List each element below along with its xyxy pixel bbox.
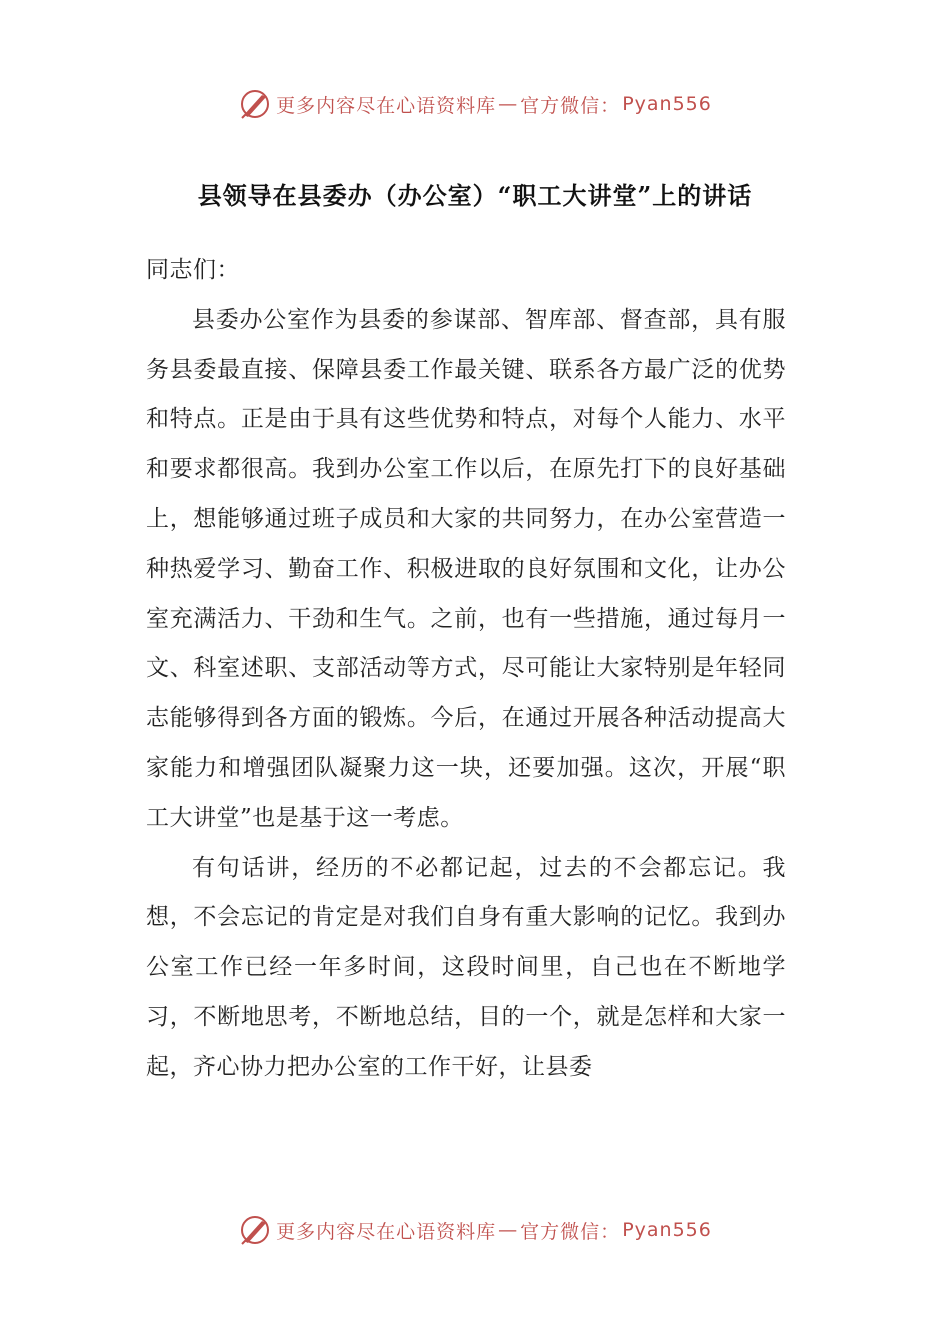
document-title: 县领导在县委办（办公室）“职工大讲堂”上的讲话 xyxy=(197,181,753,210)
document-body xyxy=(146,246,786,1093)
watermark-promo-text: 更多内容尽在心语资料库 xyxy=(276,94,497,117)
watermark-separator: — xyxy=(498,1219,519,1241)
footer-watermark xyxy=(0,1210,950,1250)
paragraph-1: 县委办公室作为县委的参谋部、智库部、督查部，具有服务县委最直接、保障县委工作最关键、联系各方最广泛的优势和特点。正是由于具有这些优势和特点，对每个人能力、水平和要求都很高。我到办公室工作以后，在原先打下的良好基础上，想能够通过班子成员和大家的共同努力，在办公室营造一种热爱学习、勤奋工作、积极进取的良好氛围和文化，让办公室充满活力、干劲和生气。之前，也有一些措施，通过每月一文、科室述职、支部活动等方式，尽可能让大家特别是年轻同志能够得到各方面的锻炼。今后，在通过开展各种活动提高大家能力和增强团队凝聚力这一块，还要加强。这次，开展“职工大讲堂”也是基于这一考虑。 xyxy=(146,306,786,831)
paragraph-2: 有句话讲，经历的不必都记起，过去的不会都忘记。我想，不会忘记的肯定是对我们自身有重大影响的记忆。我到办公室工作已经一年多时间，这段时间里，自己也在不断地学习，不断地思考，不断地总结，目的一个，就是怎样和大家一起，齐心协力把办公室的工作干好，让县委 xyxy=(146,854,786,1080)
watermark-account: Pyan556 xyxy=(622,1219,712,1241)
watermark-account: Pyan556 xyxy=(622,93,712,115)
header-watermark xyxy=(0,84,950,124)
pen-circle-logo-icon xyxy=(238,87,272,121)
watermark-official-label: 官方微信： xyxy=(520,94,621,117)
watermark-promo-text: 更多内容尽在心语资料库 xyxy=(276,1220,497,1243)
pen-circle-logo-icon xyxy=(238,1213,272,1247)
salutation: 同志们： xyxy=(146,257,240,283)
watermark-official-label: 官方微信： xyxy=(520,1220,621,1243)
watermark-separator: — xyxy=(498,93,519,115)
